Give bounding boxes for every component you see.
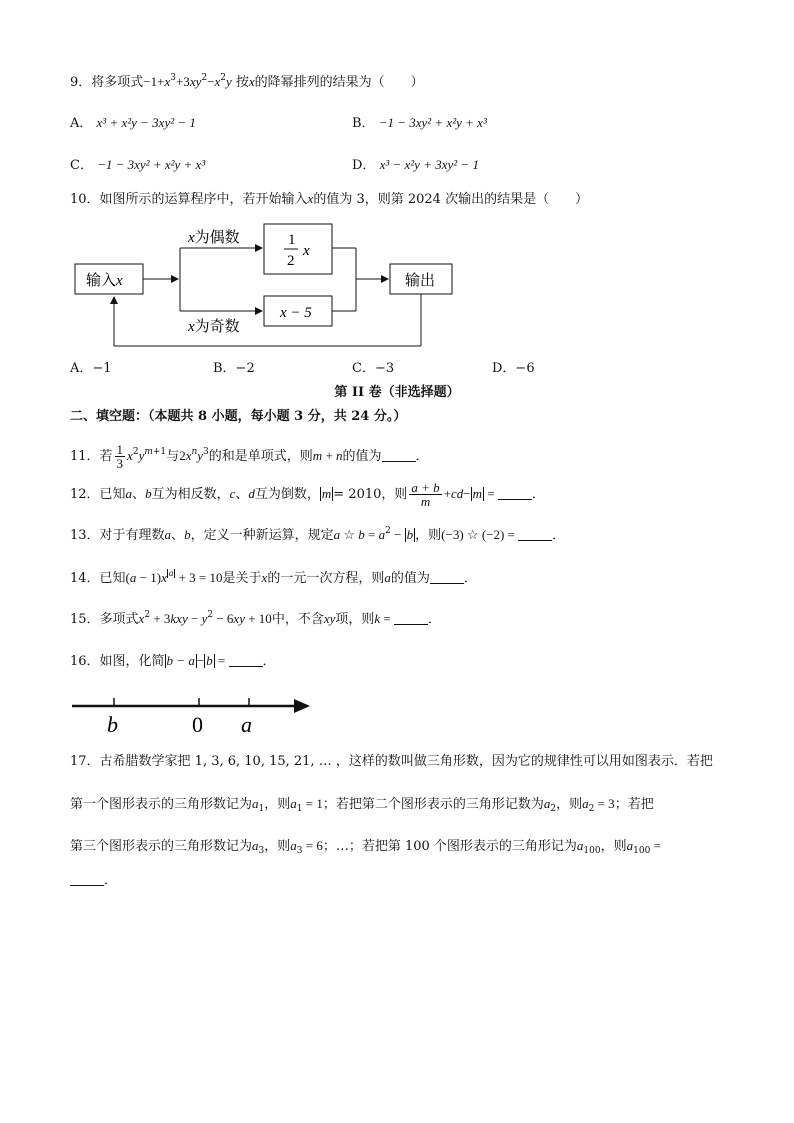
q14: 14．已知(a − 1)x $^a$ + 3 = 10是关于x的一元一次方程，则a的值为 ． <box>70 568 477 586</box>
flow-half-den: 2 <box>287 253 295 269</box>
q11-text: 与 <box>166 449 180 464</box>
q12-text: 12．已知 <box>70 487 126 502</box>
q14-text: 的一元一次方程，则 <box>267 571 385 586</box>
flowchart <box>70 218 470 358</box>
q9-stem-text: 按 <box>235 75 249 90</box>
q9-stem-text: 的降幂排列的结果为（ ） <box>254 75 424 90</box>
flow-half-x: x <box>303 243 310 259</box>
q17-line4: ． <box>70 873 117 889</box>
q17-text: 第三个图形表示的三角形数记为 <box>70 839 253 854</box>
label-a: a <box>241 712 252 737</box>
flow-input-label: 输入x <box>86 273 123 289</box>
q10-stem-text: 的值为 3，则第 2024 次输出的结果是（ ） <box>313 192 589 207</box>
q15-answer-blank[interactable] <box>394 612 428 625</box>
q14-text: 是关于 <box>222 571 262 586</box>
q10-option-b: B．−2 <box>213 361 255 376</box>
q17-answer-blank[interactable] <box>70 873 104 886</box>
q13-text: 13．对于有理数 <box>70 528 165 543</box>
q9-option-a-expr: x³ + x²y − 3xy² − 1 <box>96 115 196 130</box>
q9-option-a <box>70 115 196 132</box>
q17-text: ，则 <box>264 839 291 854</box>
label-0: 0 <box>192 712 203 737</box>
q13-text: ，则 <box>415 528 442 543</box>
q15-text: 项，则 <box>335 612 375 627</box>
q12-text: 、 <box>235 487 249 502</box>
q12-text: 、 <box>132 487 146 502</box>
q15-text: 中，不含 <box>271 612 324 627</box>
q9-option-c-expr: −1 − 3xy² + x²y + x³ <box>97 157 206 172</box>
q9-option-c <box>70 157 205 174</box>
flow-even-label: x为偶数 <box>188 230 240 246</box>
q12-text: 互为相反数， <box>151 487 230 502</box>
q17-text: ，则 <box>264 797 291 812</box>
q11: 11．若 $\frac{1}{3}$ $x^2y^{m+1}$与$2x^ny^3$的和是单项式，则m + n的值为 ． <box>70 442 429 471</box>
q9-option-b <box>352 115 487 132</box>
q16: 16．如图，化简 b − a − b = ． <box>70 653 276 669</box>
flow-output-label: 输出 <box>405 273 436 289</box>
q13-text: 、 <box>171 528 185 543</box>
q10-option-a: A．−1 <box>70 361 112 376</box>
q13-text: ，定义一种新运算，规定 <box>190 528 334 543</box>
q12-text: = 2010，则 <box>333 487 408 502</box>
q15: 15．多项式$x^2 + 3kxy - y^2 - 6xy + 10$中，不含xy项，则k = ． <box>70 610 442 627</box>
q9-option-b-label: B． <box>352 116 375 131</box>
q9-expr-part: +3 <box>175 74 190 89</box>
q9-option-a-label: A． <box>70 116 93 131</box>
q15-text: 15．多项式 <box>70 612 139 627</box>
section-heading: 二、填空题：（本题共 8 小题，每小题 3 分，共 24 分。） <box>70 409 407 424</box>
q9-expr-part: − <box>207 74 215 89</box>
q13-answer-blank[interactable] <box>518 528 552 541</box>
q10-option-d: D．−6 <box>492 361 535 376</box>
q10-stem-text: 10．如图所示的运算程序中，若开始输入 <box>70 192 308 207</box>
q9-expr-part: −1+ <box>143 74 165 89</box>
q17-text: 第一个图形表示的三角形数记为 <box>70 797 253 812</box>
q17-line2: 第一个图形表示的三角形数记为$a_1$，则$a_1 = 1$；若把第二个图形表示的三角形记数为$a_2$，则$a_2 = 3$；若把 <box>70 796 654 814</box>
q17-line3: 第三个图形表示的三角形数记为$a_3$，则$a_3 = 6$；…；若把第 100 个图形表示的三角形记为$a_{100}$，则$a_{100}$ = <box>70 838 661 856</box>
q10-option-c: C．−3 <box>352 361 395 376</box>
number-line <box>68 690 318 740</box>
q17-text: ，则 <box>556 797 583 812</box>
q17-text: ，则 <box>600 839 627 854</box>
q9-option-d <box>352 157 479 174</box>
q16-answer-blank[interactable] <box>229 654 263 667</box>
q12: 12．已知a、b互为相反数，c、d互为倒数， m = 2010，则 $\frac{a + b}{m}$ +cd− m = ． <box>70 480 545 509</box>
flow-half-num: 1 <box>288 232 296 248</box>
flow-odd-label: x为奇数 <box>188 319 240 335</box>
q9-option-c-label: C． <box>70 158 93 173</box>
q11-text: 11．若 <box>70 449 113 464</box>
q9-option-d-label: D． <box>352 158 376 173</box>
q12-text: 互为倒数， <box>254 487 320 502</box>
q13: 13．对于有理数a、b，定义一种新运算，规定a ☆ $b = a^2 - b$ ，则(−3) ☆ (−2) = ． <box>70 526 566 543</box>
q17-text: ；若把 <box>614 797 654 812</box>
q17-text: ；…；若把第 100 个图形表示的三角形记为 <box>322 839 577 854</box>
q14-text: 的值为 <box>390 571 430 586</box>
q12-answer-blank[interactable] <box>498 487 532 500</box>
q16-text: 16．如图，化简 <box>70 654 165 669</box>
q9-stem-label: 9．将多项式 <box>70 75 144 90</box>
q9-option-b-expr: −1 − 3xy² + x²y + x³ <box>378 115 487 130</box>
q11-answer-blank[interactable] <box>382 449 416 462</box>
q9-stem: 9．将多项式$-1+x^3+3xy^2-x^2y$ 按x的降幂排列的结果为（ ） <box>70 73 424 90</box>
part-title: 第 II 卷（非选择题） <box>334 385 460 400</box>
q9-option-d-expr: x³ − x²y + 3xy² − 1 <box>379 157 479 172</box>
flow-minus5-label: x − 5 <box>280 305 312 321</box>
q17-line1: 17．古希腊数学家把 1, 3, 6, 10, 15, 21, … ，这样的数叫做三角形数，因为它的规律性可以用如图表示．若把 <box>70 754 713 769</box>
q14-text: 14．已知 <box>70 571 126 586</box>
label-b: b <box>107 712 118 737</box>
q11-text: 的值为 <box>342 449 382 464</box>
q10-stem: 10．如图所示的运算程序中，若开始输入x的值为 3，则第 2024 次输出的结果是（ ） <box>70 191 589 207</box>
q11-text: 的和是单项式，则 <box>208 449 313 464</box>
number-line-arrow-icon <box>294 699 310 713</box>
q14-answer-blank[interactable] <box>430 571 464 584</box>
q17-text: ；若把第二个图形表示的三角形记数为 <box>322 797 544 812</box>
